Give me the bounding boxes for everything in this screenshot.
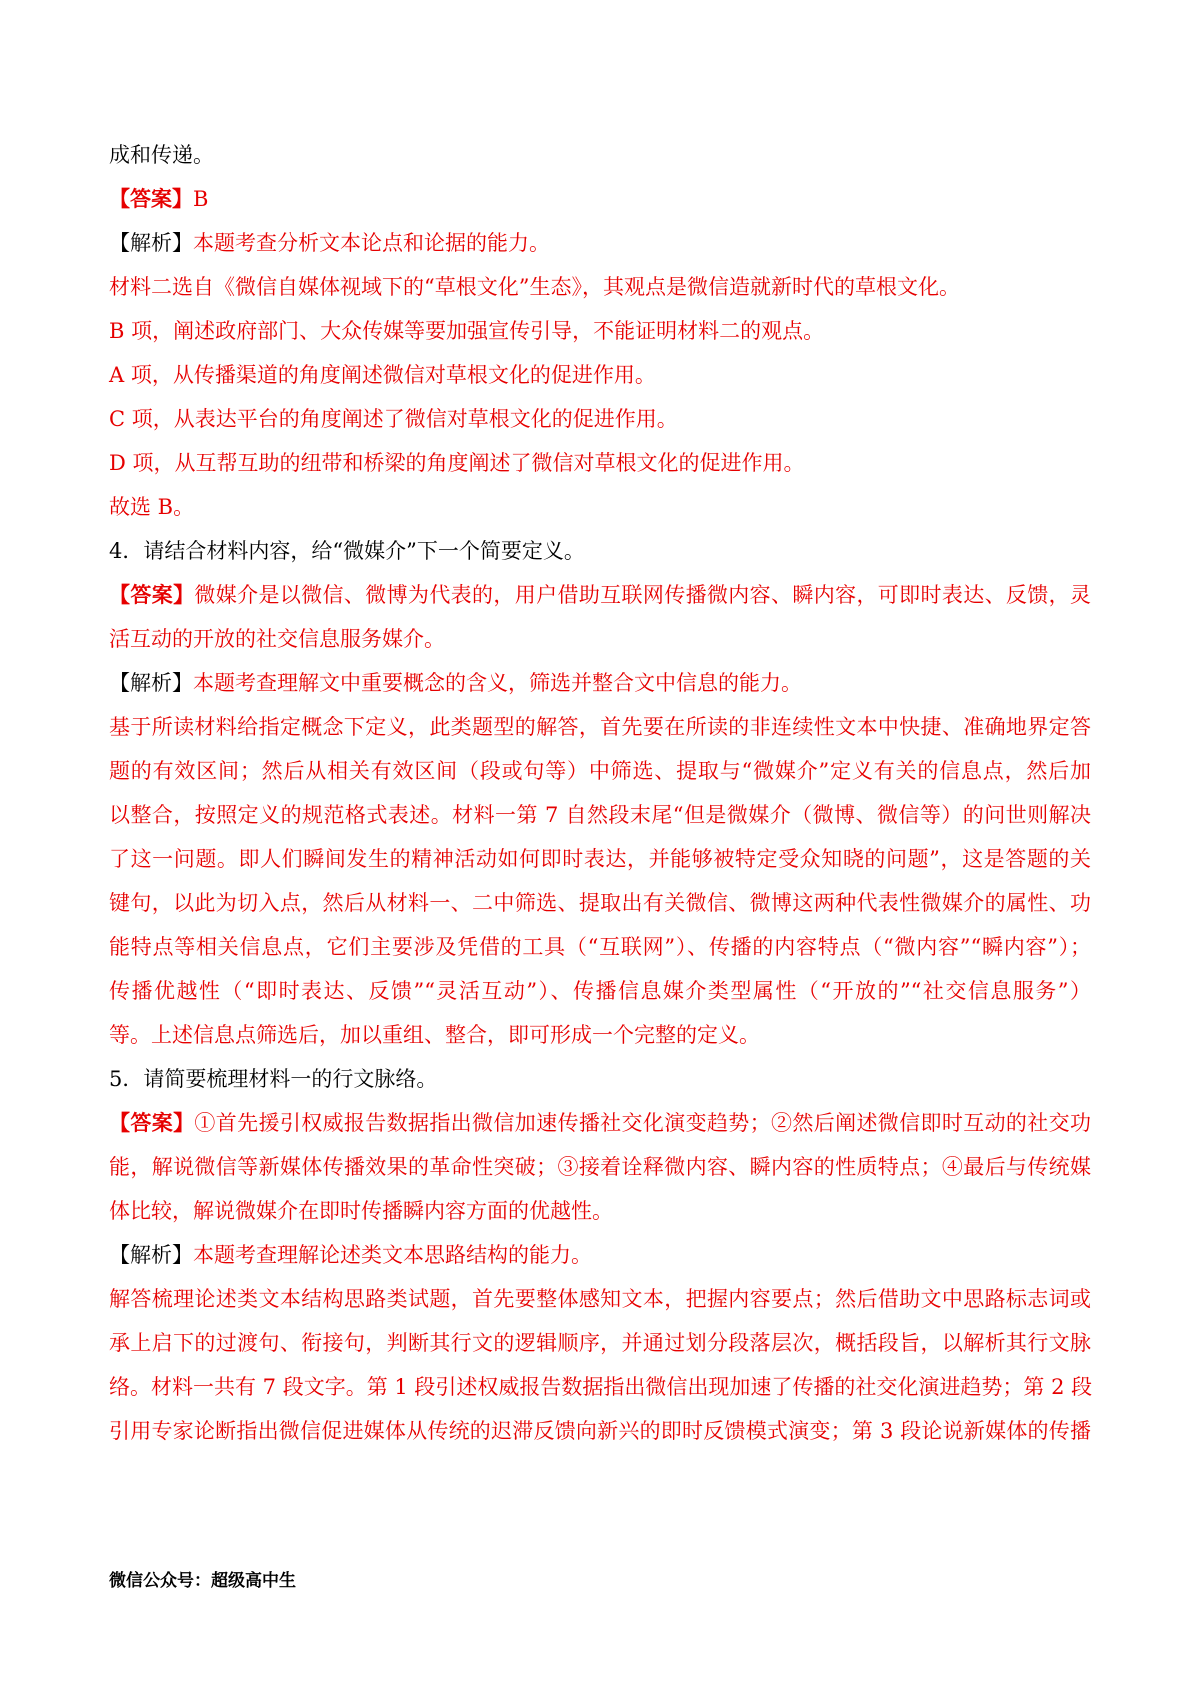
answer-tag: 【答案】 (109, 1110, 195, 1135)
text-line: 成和传递。 (109, 143, 214, 167)
footer-wechat-account: 微信公众号：超级高中生 (109, 1571, 296, 1591)
text-line: 承上启下的过渡句、衔接句，判断其行文的逻辑顺序，并通过划分段落层次，概括段旨，以解析其行文脉 (109, 1331, 1091, 1355)
text-line: 活互动的开放的社交信息服务媒介。 (109, 627, 445, 651)
answer-tag: 【答案】 (109, 582, 195, 607)
text-line: 键句，以此为切入点，然后从材料一、二中筛选、提取出有关微信、微博这两种代表性微媒介的属性、功 (109, 891, 1091, 915)
text-line: 题的有效区间；然后从相关有效区间（段或句等）中筛选、提取与“微媒介”定义有关的信息点，然后加 (109, 759, 1091, 783)
text-line: D 项，从互帮互助的纽带和桥梁的角度阐述了微信对草根文化的促进作用。 (109, 451, 805, 475)
text-line: 故选 B。 (109, 495, 195, 519)
analysis-line: 【解析】本题考查理解文中重要概念的含义，筛选并整合文中信息的能力。 (109, 671, 802, 695)
text-line: 体比较，解说微媒介在即时传播瞬内容方面的优越性。 (109, 1199, 613, 1223)
answer-line: 【答案】①首先援引权威报告数据指出微信加速传播社交化演变趋势；②然后阐述微信即时互动的社交功 (109, 1110, 1091, 1135)
answer-line: 【答案】B (109, 186, 209, 211)
text-line: 基于所读材料给指定概念下定义，此类题型的解答，首先要在所读的非连续性文本中快捷、准确地界定答 (109, 715, 1091, 739)
analysis-tag: 【解析】 (109, 671, 193, 695)
text-line: 材料二选自《微信自媒体视域下的“草根文化”生态》，其观点是微信造就新时代的草根文化。 (109, 275, 960, 299)
text-line: 解答梳理论述类文本结构思路类试题，首先要整体感知文本，把握内容要点；然后借助文中思路标志词或 (109, 1287, 1091, 1311)
text-line: C 项，从表达平台的角度阐述了微信对草根文化的促进作用。 (109, 407, 678, 431)
analysis-line: 【解析】本题考查理解论述类文本思路结构的能力。 (109, 1243, 592, 1267)
text-line: 能特点等相关信息点，它们主要涉及凭借的工具（“互联网”）、传播的内容特点（“微内容”“瞬内容”）； (109, 935, 1091, 959)
analysis-tag: 【解析】 (109, 231, 193, 255)
text-line: 引用专家论断指出微信促进媒体从传统的迟滞反馈向新兴的即时反馈模式演变；第 3 段论说新媒体的传播 (109, 1419, 1091, 1443)
answer-line: 【答案】微媒介是以微信、微博为代表的，用户借助互联网传播微内容、瞬内容，可即时表达、反馈，灵 (109, 582, 1091, 607)
text-line: 能，解说微信等新媒体传播效果的革命性突破；③接着诠释微内容、瞬内容的性质特点；④最后与传统媒 (109, 1155, 1091, 1179)
question-5: 5．请简要梳理材料一的行文脉络。 (109, 1067, 438, 1091)
text-line: 以整合，按照定义的规范格式表述。材料一第 7 自然段末尾“但是微媒介（微博、微信等）的问世则解决 (109, 803, 1091, 827)
analysis-line: 【解析】本题考查分析文本论点和论据的能力。 (109, 231, 550, 255)
text-line: B 项，阐述政府部门、大众传媒等要加强宣传引导，不能证明材料二的观点。 (109, 319, 825, 343)
answer-tag: 【答案】 (109, 186, 193, 211)
text-line: A 项，从传播渠道的角度阐述微信对草根文化的促进作用。 (109, 363, 656, 387)
text-line: 等。上述信息点筛选后，加以重组、整合，即可形成一个完整的定义。 (109, 1023, 760, 1047)
text-line: 络。材料一共有 7 段文字。第 1 段引述权威报告数据指出微信出现加速了传播的社交化演进趋势；第 2 段 (109, 1375, 1093, 1399)
text-line: 传播优越性（“即时表达、反馈”“灵活互动”）、传播信息媒介类型属性（“开放的”“社交信息服务”） (109, 979, 1091, 1003)
text-line: 了这一问题。即人们瞬间发生的精神活动如何即时表达，并能够被特定受众知晓的问题”，这是答题的关 (109, 847, 1091, 871)
analysis-tag: 【解析】 (109, 1243, 193, 1267)
question-4: 4．请结合材料内容，给“微媒介”下一个简要定义。 (109, 539, 585, 563)
